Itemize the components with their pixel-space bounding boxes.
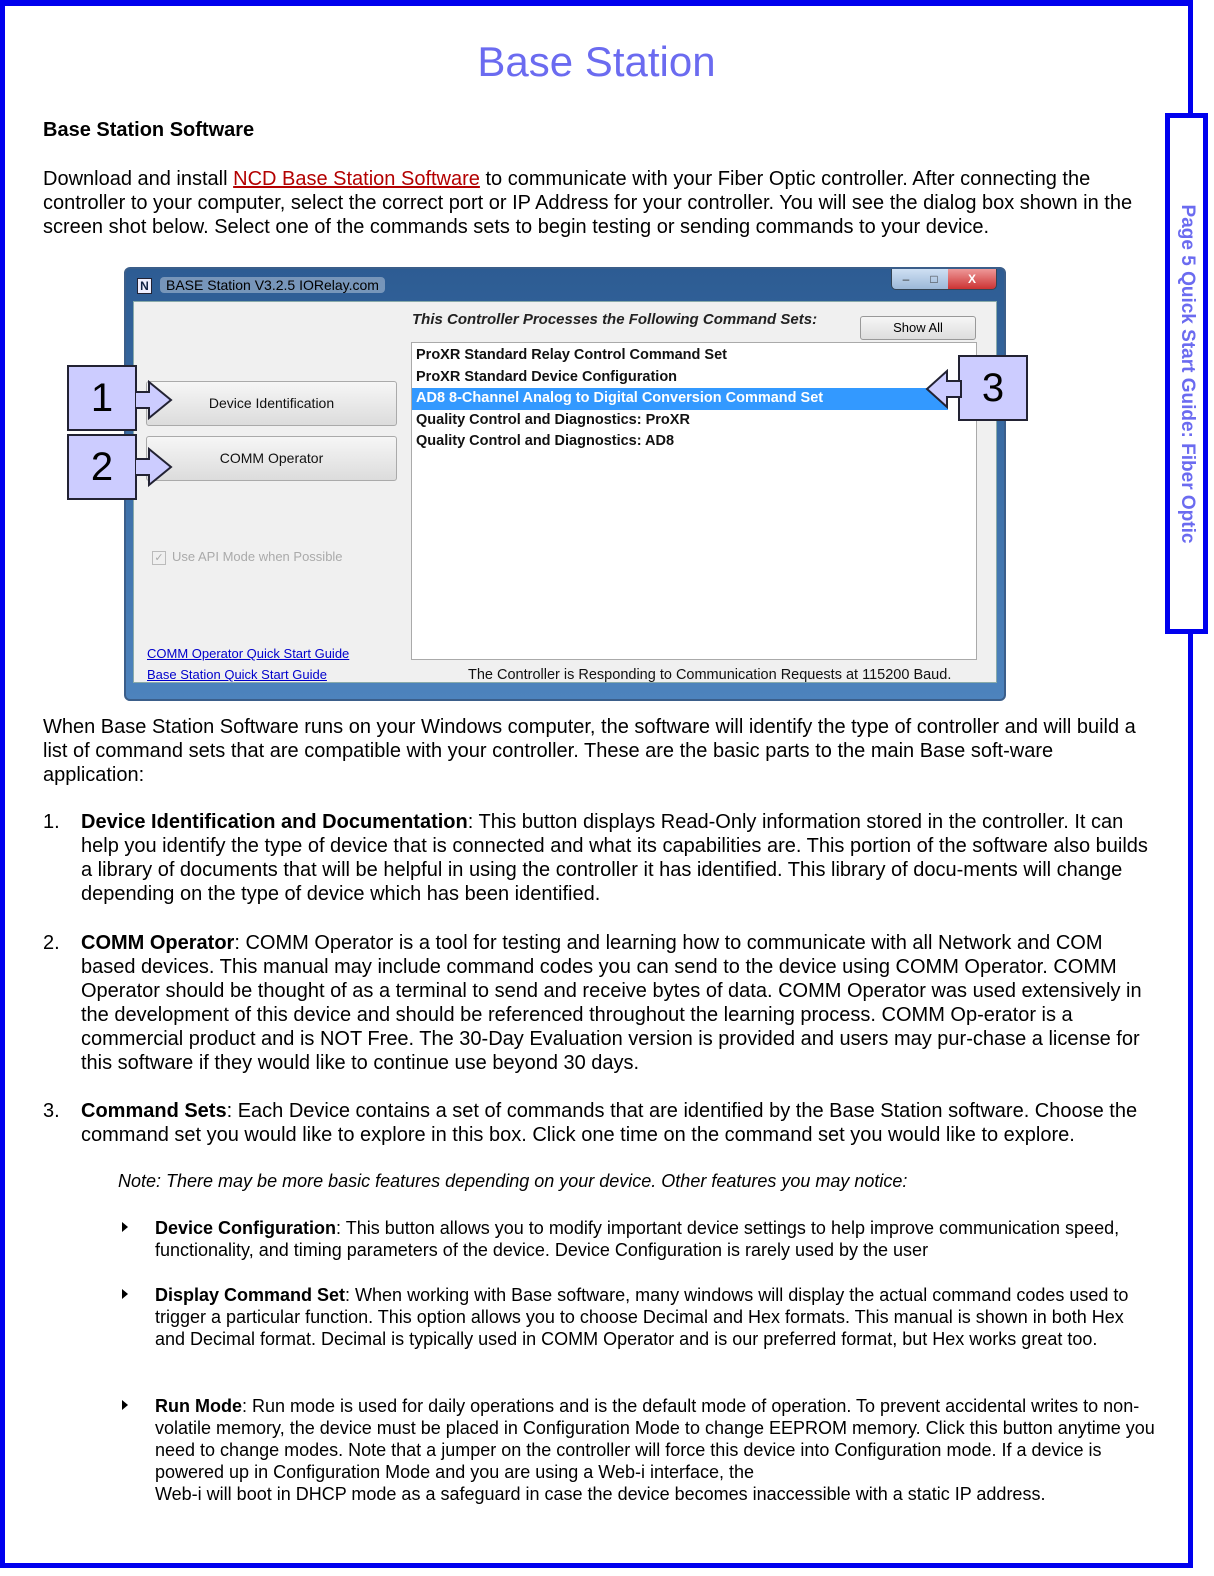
list-item [43,931,1153,1075]
overview-paragraph: When Base Station Software runs on your Windows computer, the software will identify the type of controller and will build a list of command sets that are compatible with your controller. These are the basic parts to the main Base soft-ware application: [43,716,1136,786]
bullet-item [122,1284,1157,1350]
arrow-right-icon [135,447,175,487]
command-set-item[interactable]: ProXR Standard Device Configuration [416,368,678,385]
item-text: : COMM Operator is a tool for testing and learning how to communicate with all Network and COM based devices. This manual may include command codes you can send to the device using COMM Operator. COMM Operator should be thought of as a terminal to send and receive bytes of data. COMM Operator was used extensively in the development of this device and should be referenced throughout the learning process. COMM Op-erator is a commercial product and is NOT Free. The 30-Day Evaluation version is provided and users may pur-chase a license for this software if they would like to continue use beyond 30 days. [81,932,1142,1074]
base-station-guide-link[interactable]: Base Station Quick Start Guide [147,667,327,682]
bullet-arrow-icon [122,1400,128,1410]
bullet-title: Display Command Set [155,1285,346,1305]
comm-operator-guide-link[interactable]: COMM Operator Quick Start Guide [147,646,350,661]
api-mode-checkbox[interactable] [152,549,343,565]
bullet-item [122,1217,1157,1261]
bullet-item [122,1395,1157,1505]
window-client [133,301,997,683]
intro-text-rest: to communicate with your Fiber Optic controller. After connecting the controller to your computer, select the correct port or IP Address for your controller. You will see the dialog box shown in the screen shot below. Select one of the commands sets to begin testing or sending commands to your device. [43,168,1133,238]
maximize-button[interactable]: □ [920,269,948,289]
side-tab [1165,113,1208,634]
close-button[interactable]: X [948,269,996,289]
list-item [43,1099,1153,1147]
command-set-item[interactable]: Quality Control and Diagnostics: ProXR [416,411,690,428]
section-heading: Base Station Software [43,119,255,141]
command-set-list[interactable] [411,342,977,660]
item-number: 3. [43,1100,60,1122]
title-bar [133,269,997,301]
list-item [43,810,1153,906]
note-text: Note: There may be more basic features depending on your device. Other features you may notice: [118,1171,908,1191]
item-text: : Each Device contains a set of commands that are identified by the Base Station software. Choose the command set you would like to explore in this box. Click one time on the command set you would like to explore. [81,1100,1138,1146]
callout-2: 2 [67,434,137,500]
bullet-text: Web-i will boot in DHCP mode as a safeguard in case the device becomes inaccessible with a static IP address. [155,1484,1046,1504]
arrow-left-icon [925,369,965,409]
ncd-software-link[interactable]: NCD Base Station Software [233,168,480,190]
item-title: COMM Operator [81,932,235,954]
item-text: : This button displays Read-Only information stored in the controller. It can help you identify the type of device that is connected and what its capabilities are. This portion of the software also builds a library of documents that will be helpful in using the controller it has identified. This library of docu-ments will change depending on the type of device which has been identified. [81,811,1148,905]
status-text: The Controller is Responding to Communication Requests at 115200 Baud. [468,667,952,683]
arrow-right-icon [135,380,175,420]
bullet-title: Device Configuration [155,1218,337,1238]
show-all-button[interactable]: Show All [860,316,976,340]
app-icon: N [137,278,152,294]
checkbox-check-icon: ✓ [152,551,166,565]
command-set-item[interactable]: Quality Control and Diagnostics: AD8 [416,433,675,449]
minimize-button[interactable]: – [892,269,920,289]
api-mode-label: Use API Mode when Possible [172,549,343,564]
callout-1: 1 [67,365,137,431]
page-title: Base Station [477,38,716,85]
bullet-text: : Run mode is used for daily operations and is the default mode of operation. To prevent accidental writes to non-volatile memory, the device must be placed in Configuration Mode to change EEPROM memory. Click this button anytime you need to change modes. Note that a jumper on the controller will force this device into Configuration mode. If a device is powered up in Configuration Mode and you are using a Web-i interface, the [155,1396,1155,1482]
command-sets-header: This Controller Processes the Following Command Sets: [412,311,818,328]
bullet-arrow-icon [122,1222,128,1232]
bullet-title: Run Mode [155,1396,242,1416]
item-title: Command Sets [81,1100,227,1122]
side-tab-label: Page 5 Quick Start Guide: Fiber Optic [1176,204,1198,543]
window-title: BASE Station V3.2.5 IORelay.com [160,277,385,293]
item-number: 2. [43,932,60,954]
command-set-item[interactable]: ProXR Standard Relay Control Command Set [416,347,727,363]
bullet-text: : This button allows you to modify important device settings to help improve communication speed, functionality, and timing parameters of the device. Device Configuration is rarely used by the user [155,1218,1120,1260]
item-title: Device Identification and Documentation [81,811,468,833]
item-number: 1. [43,811,60,833]
base-station-window [124,267,1006,701]
bullet-text: : When working with Base software, many windows will display the actual command codes used to trigger a particular function. This option allows you to choose Decimal and Hex formats. This manual is shown in both Hex and Decimal format. Decimal is typically used in COMM Operator and is our preferred format, but Hex works great too. [155,1285,1129,1349]
device-identification-button[interactable]: Device Identification [146,381,397,426]
intro-text: Download and install [43,168,234,190]
intro-paragraph [43,167,1153,239]
callout-3: 3 [958,355,1028,421]
comm-operator-button[interactable]: COMM Operator [146,436,397,481]
command-set-item-selected[interactable]: AD8 8-Channel Analog to Digital Conversion Command Set [412,388,948,410]
bullet-arrow-icon [122,1289,128,1299]
